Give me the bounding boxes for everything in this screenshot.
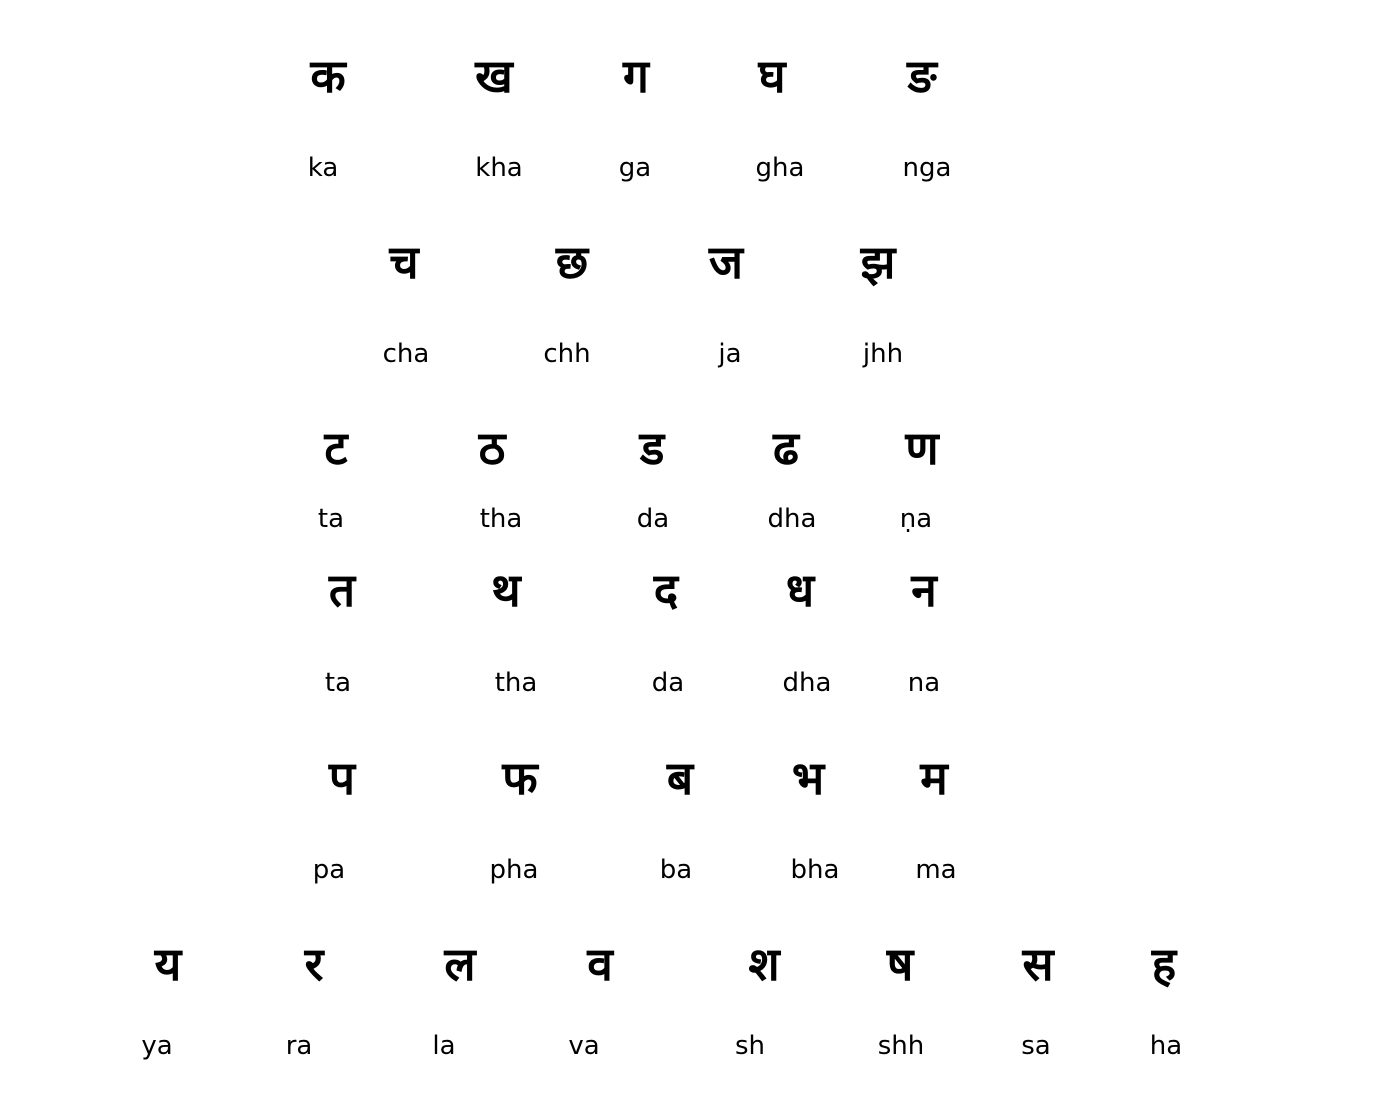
label-retroflex-ta: ta [317, 504, 345, 534]
label-nga: nga [902, 153, 952, 183]
label-ma: ma [915, 855, 957, 885]
letter-nga: ङ [907, 49, 937, 103]
label-pa: pa [312, 855, 346, 885]
letter-ha: ह [1151, 937, 1177, 991]
label-dental-ta: ta [324, 668, 352, 698]
label-ba: ba [659, 855, 693, 885]
letter-dental-da: द [653, 563, 679, 617]
letter-dental-na: न [911, 563, 937, 617]
letter-ma: म [920, 751, 948, 805]
letter-sha: श [748, 937, 780, 991]
label-bha: bha [790, 855, 840, 885]
label-retroflex-da: da [636, 504, 670, 534]
letter-dental-ta: त [328, 563, 356, 617]
letter-kha: ख [475, 49, 513, 103]
letter-sa: स [1022, 937, 1054, 991]
letter-shha: ष [886, 937, 914, 991]
label-retroflex-tha: tha [479, 504, 523, 534]
letter-gha: घ [758, 49, 786, 103]
label-ra: ra [285, 1031, 313, 1061]
label-dental-dha: dha [782, 668, 832, 698]
letter-pha: फ [502, 751, 538, 805]
label-va: va [568, 1031, 600, 1061]
label-ha: ha [1149, 1031, 1183, 1061]
label-ya: ya [141, 1031, 173, 1061]
label-la: la [432, 1031, 456, 1061]
label-ga: ga [618, 153, 652, 183]
label-shha: shh [877, 1031, 925, 1061]
letter-chh: छ [555, 235, 589, 289]
letter-ra: र [304, 937, 324, 991]
letter-ga: ग [623, 49, 649, 103]
letter-ka: क [310, 49, 346, 103]
label-sha: sh [734, 1031, 766, 1061]
label-chh: chh [543, 339, 591, 369]
letter-ja: ज [708, 235, 744, 289]
letter-retroflex-dha: ढ [773, 421, 799, 475]
letter-jhh: झ [860, 235, 896, 289]
label-dental-na: na [907, 668, 941, 698]
letter-retroflex-na: ण [905, 421, 939, 475]
label-retroflex-dha: dha [767, 504, 817, 534]
label-ja: ja [718, 339, 742, 369]
label-cha: cha [382, 339, 430, 369]
letter-va: व [587, 937, 613, 991]
letter-ya: य [154, 937, 182, 991]
letter-ba: ब [666, 751, 694, 805]
label-jhh: jhh [862, 339, 904, 369]
label-pha: pha [489, 855, 539, 885]
label-retroflex-na: ṇa [899, 504, 933, 534]
letter-bha: भ [791, 751, 825, 805]
letter-retroflex-ta: ट [324, 421, 348, 475]
label-gha: gha [755, 153, 805, 183]
letter-cha: च [389, 235, 419, 289]
letter-dental-dha: ध [785, 563, 815, 617]
letter-retroflex-da: ड [639, 421, 665, 475]
label-dental-da: da [651, 668, 685, 698]
letter-retroflex-tha: ठ [478, 421, 506, 475]
letter-dental-tha: थ [491, 563, 521, 617]
letter-pa: प [328, 751, 356, 805]
label-ka: ka [307, 153, 339, 183]
label-sa: sa [1021, 1031, 1051, 1061]
label-dental-tha: tha [494, 668, 538, 698]
letter-la: ल [444, 937, 476, 991]
label-kha: kha [475, 153, 523, 183]
